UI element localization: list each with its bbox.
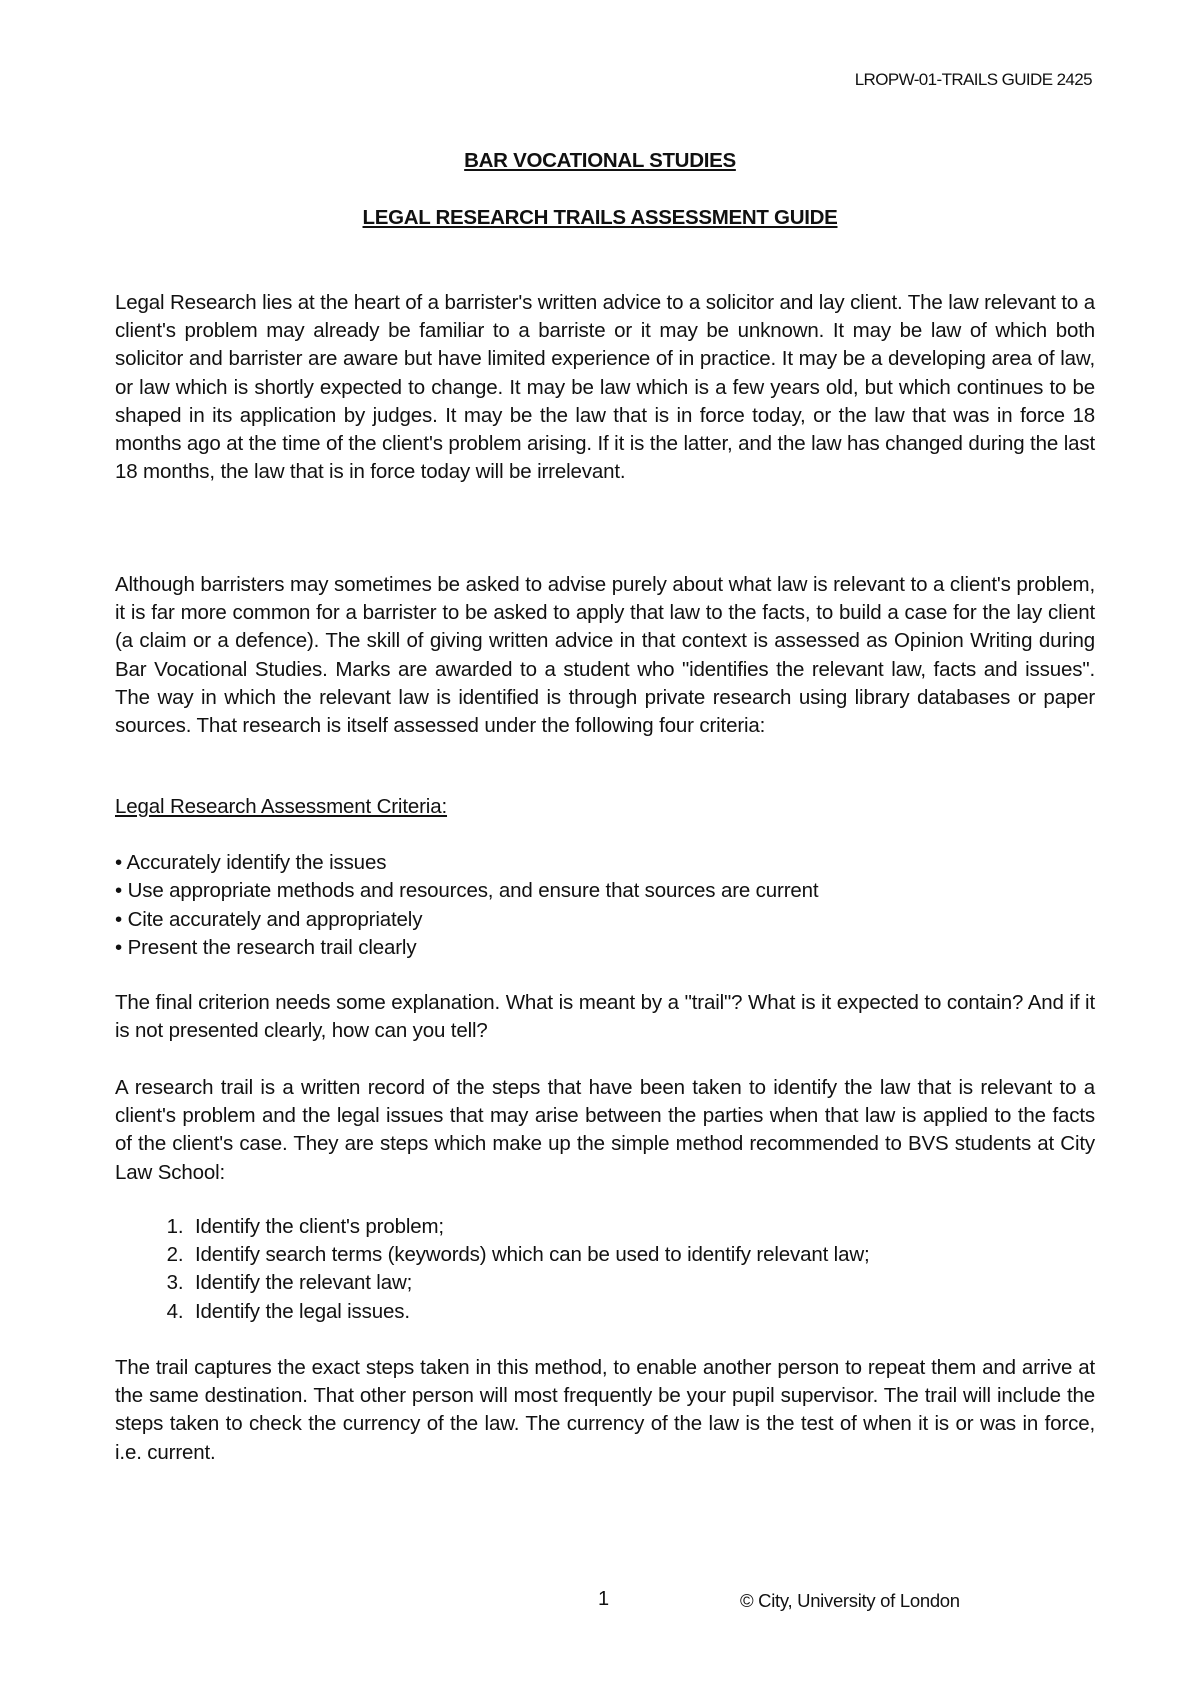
paragraph-trail-question (115, 989, 1095, 1045)
document-code: LROPW-01-TRAILS GUIDE 2425 (854, 70, 1092, 89)
paragraph-intro (115, 289, 1095, 486)
criteria-section (115, 793, 1095, 962)
criteria-item: • Use appropriate methods and resources, and ensure that sources are current (115, 879, 819, 903)
paragraph-trail-definition (115, 1074, 1095, 1187)
method-step: 2. Identify search terms (keywords) which can be used to identify relevant law; (189, 1241, 1095, 1269)
criteria-heading: Legal Research Assessment Criteria: (115, 795, 448, 818)
criteria-item: • Present the research trail clearly (115, 935, 417, 959)
paragraph-text: The final criterion needs some explanation. What is meant by a "trail"? What is it expected to contain? And if it is not presented clearly, how can you tell? (115, 991, 1095, 1043)
method-step: 1. Identify the client's problem; (189, 1213, 1095, 1241)
page-number: 1 (598, 1588, 610, 1610)
main-title: BAR VOCATIONAL STUDIES (464, 149, 736, 172)
method-steps-list (115, 1213, 1095, 1326)
sub-title: LEGAL RESEARCH TRAILS ASSESSMENT GUIDE (362, 206, 838, 229)
paragraph-text: Although barristers may sometimes be asked to advise purely about what law is relevant to a client's problem, it is far more common for a barrister to be asked to apply that law to the facts, to build a case for the lay client (a claim or a defence). The skill of giving written advice in that context is assessed as Opinion Writing during Bar Vocational Studies. Marks are awarded to a student who "identifies the relevant law, facts and issues". The way in which the relevant law is identified is through private research using library databases or paper sources. That research is itself assessed under the following four criteria: (115, 573, 1095, 738)
paragraph-text: A research trail is a written record of the steps that have been taken to identify the law that is relevant to a client's problem and the legal issues that may arise between the parties when that law is applied to the facts of the client's case. They are steps which make up the simple method recommended to BVS students at City Law School: (115, 1076, 1095, 1184)
criteria-item: • Accurately identify the issues (115, 851, 387, 875)
copyright-notice: © City, University of London (740, 1590, 960, 1611)
paragraph-trail-purpose (115, 1354, 1095, 1467)
paragraph-text: Legal Research lies at the heart of a barrister's written advice to a solicitor and lay client. The law relevant to a client's problem may already be familiar to a barriste or it may be unknown. It may be law of which both solicitor and barrister are aware but have limited experience of in practice. It may be a developing area of law, or law which is shortly expected to change. It may be law which is a few years old, but which continues to be shaped in its application by judges. It may be the law that is in force today, or the law that was in force 18 months ago at the time of the client's problem arising. If it is the latter, and the law has changed during the last 18 months, the law that is in force today will be irrelevant. (115, 291, 1095, 484)
paragraph-text: The trail captures the exact steps taken in this method, to enable another person to repeat them and arrive at the same destination. That other person will most frequently be your pupil supervisor. The trail will include the steps taken to check the currency of the law. The currency of the law is the test of when it is or was in force, i.e. current. (115, 1356, 1095, 1464)
criteria-item: • Cite accurately and appropriately (115, 907, 423, 931)
method-step: 4. Identify the legal issues. (189, 1298, 1095, 1326)
method-step: 3. Identify the relevant law; (189, 1269, 1095, 1297)
paragraph-opinion-writing (115, 571, 1095, 740)
